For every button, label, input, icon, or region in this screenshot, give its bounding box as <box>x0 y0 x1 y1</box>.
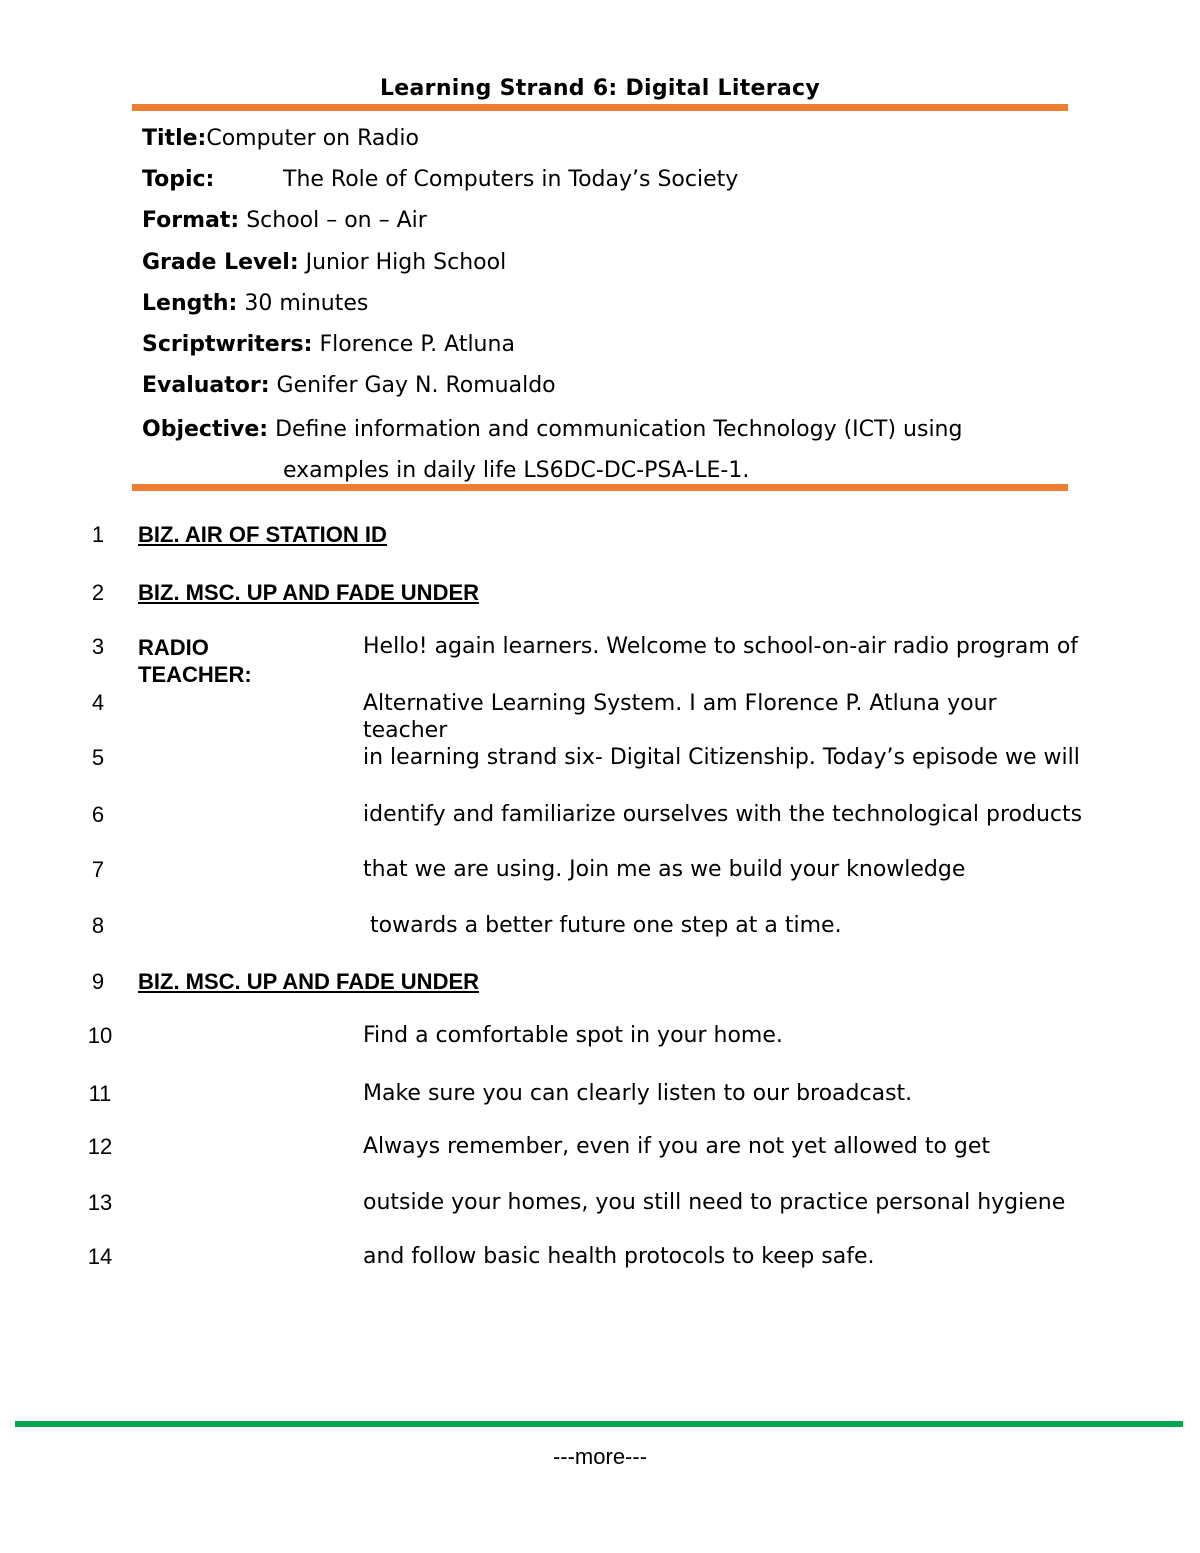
meta-grade <box>142 250 506 275</box>
meta-objective <box>142 417 962 442</box>
line-number: 8 <box>91 913 105 938</box>
line-number: 13 <box>87 1190 113 1215</box>
meta-title-label: Title: <box>142 126 207 151</box>
header-rule-bottom <box>132 484 1068 491</box>
line-number: 9 <box>91 969 105 994</box>
line-number: 11 <box>88 1081 112 1106</box>
meta-format <box>142 208 427 233</box>
meta-title <box>142 126 419 151</box>
sound-cue: BIZ. AIR OF STATION ID <box>138 522 387 547</box>
line-number: 2 <box>91 580 105 605</box>
script-line: Find a comfortable spot in your home. <box>363 1023 783 1048</box>
meta-evaluator-value: Genifer Gay N. Romualdo <box>276 373 556 398</box>
meta-objective-label: Objective: <box>142 417 269 442</box>
document-heading: Learning Strand 6: Digital Literacy <box>379 76 821 101</box>
line-number: 6 <box>91 802 105 827</box>
meta-topic-value: The Role of Computers in Today’s Society <box>283 167 739 192</box>
meta-length-label: Length: <box>142 291 238 316</box>
footer-rule <box>15 1421 1183 1427</box>
sound-cue: BIZ. MSC. UP AND FADE UNDER <box>138 969 480 994</box>
footer-more: ---more--- <box>552 1444 648 1469</box>
meta-scriptwriters-value: Florence P. Atluna <box>319 332 515 357</box>
meta-topic <box>142 167 214 192</box>
script-line: Alternative Learning System. I am Florence P. Atluna your teacher <box>363 691 997 743</box>
meta-objective-line1: Define information and communication Technology (ICT) using <box>275 417 963 442</box>
meta-grade-label: Grade Level: <box>142 250 299 275</box>
meta-format-label: Format: <box>142 208 240 233</box>
speaker-label: RADIO TEACHER: <box>138 635 252 687</box>
meta-length-value: 30 minutes <box>244 291 369 316</box>
script-line: and follow basic health protocols to keep safe. <box>363 1244 875 1269</box>
script-line: identify and familiarize ourselves with the technological products <box>363 802 1083 827</box>
script-line: Make sure you can clearly listen to our broadcast. <box>363 1081 913 1106</box>
script-line: in learning strand six- Digital Citizenship. Today’s episode we will <box>363 745 1080 770</box>
line-number: 14 <box>87 1244 113 1269</box>
line-number: 1 <box>91 522 105 547</box>
header-rule-top <box>132 104 1068 111</box>
script-line: Hello! again learners. Welcome to school-on-air radio program of <box>363 634 1079 659</box>
meta-scriptwriters <box>142 332 515 357</box>
meta-topic-label: Topic: <box>142 167 215 192</box>
line-number: 4 <box>91 690 105 715</box>
meta-format-value: School – on – Air <box>246 208 427 233</box>
script-line: Always remember, even if you are not yet allowed to get <box>363 1134 991 1159</box>
script-line: towards a better future one step at a time. <box>363 913 842 938</box>
line-number: 5 <box>91 745 105 770</box>
line-number: 7 <box>91 857 105 882</box>
meta-scriptwriters-label: Scriptwriters: <box>142 332 313 357</box>
line-number: 12 <box>87 1134 113 1159</box>
sound-cue: BIZ. MSC. UP AND FADE UNDER <box>138 580 480 605</box>
meta-title-value: Computer on Radio <box>206 126 419 151</box>
line-number: 3 <box>91 634 105 659</box>
meta-length <box>142 291 368 316</box>
script-line: that we are using. Join me as we build your knowledge <box>363 857 966 882</box>
meta-evaluator-label: Evaluator: <box>142 373 270 398</box>
meta-grade-value: Junior High School <box>305 250 507 275</box>
meta-evaluator <box>142 373 556 398</box>
script-line: outside your homes, you still need to practice personal hygiene <box>363 1190 1066 1215</box>
line-number: 10 <box>87 1023 113 1048</box>
meta-objective-line2: examples in daily life LS6DC-DC-PSA-LE-1. <box>283 458 750 483</box>
